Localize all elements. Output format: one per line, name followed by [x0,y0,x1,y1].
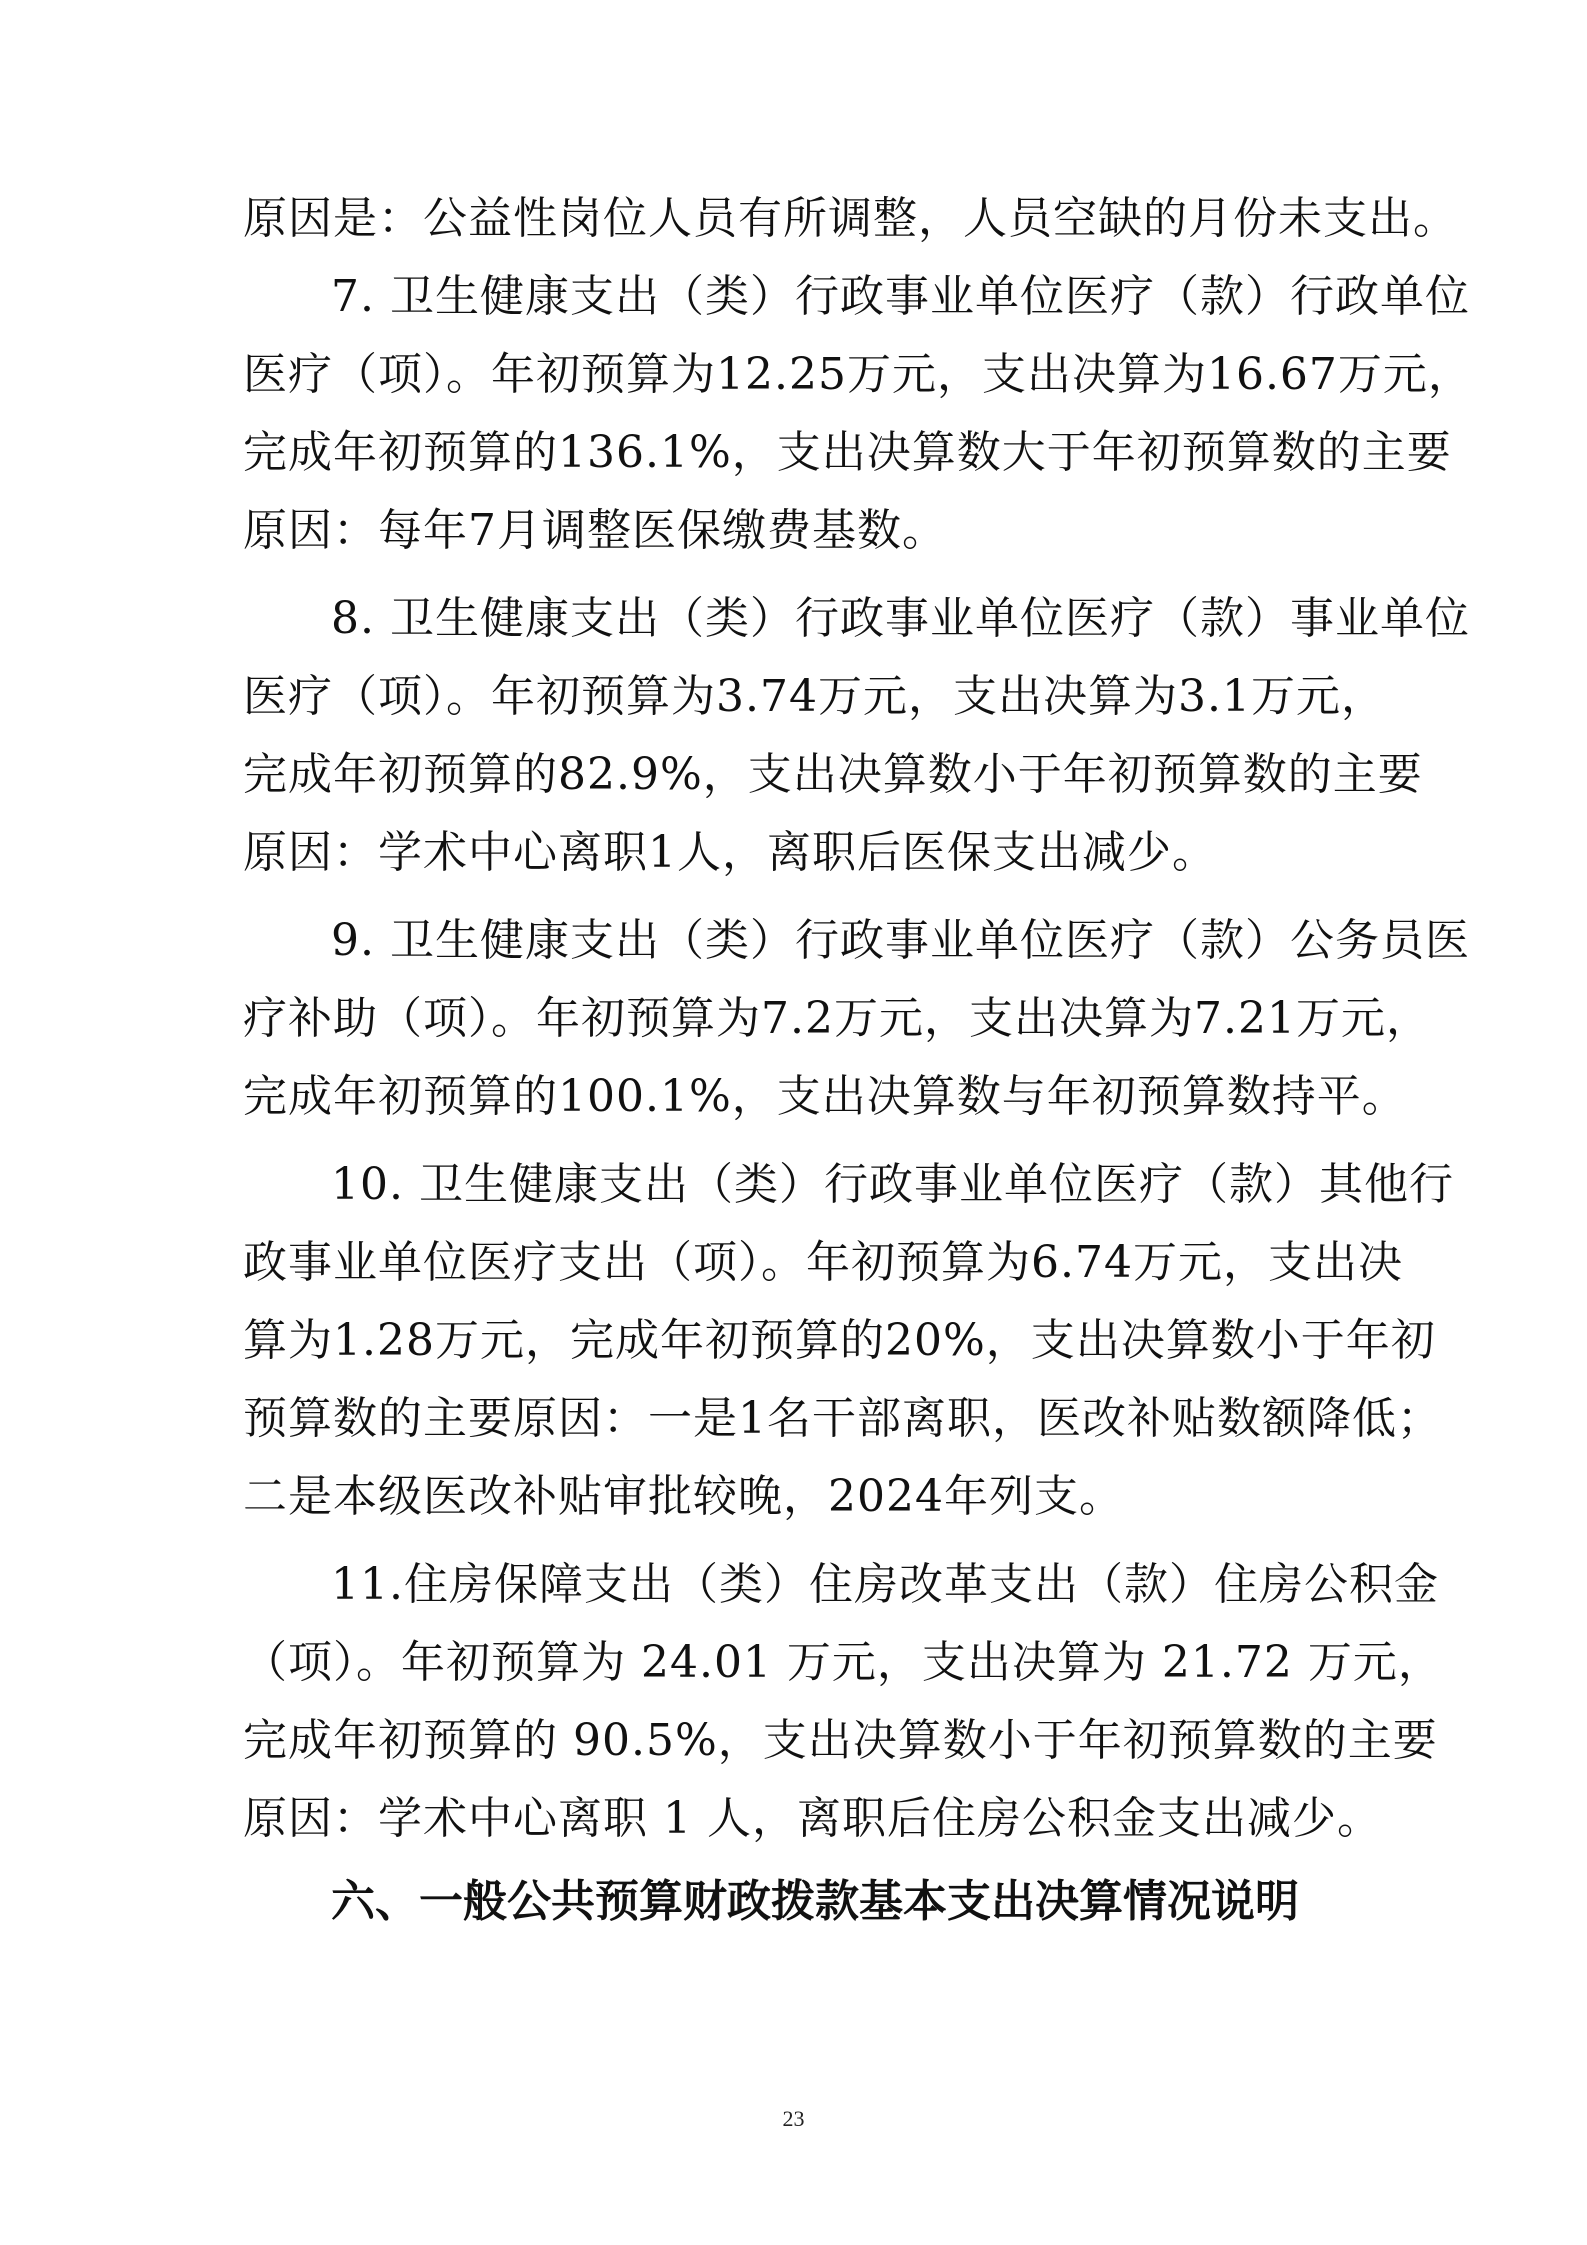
text-line: 原因是：公益性岗位人员有所调整，人员空缺的月份未支出。 [243,193,1458,244]
document-body [243,180,1473,1942]
text-line: 10. 卫生健康支出（类）行政事业单位医疗（款）其他行 [331,1159,1454,1210]
paragraph-item-7 [243,258,1473,570]
text-line: 二是本级医改补贴审批较晚，2024年列支。 [243,1471,1124,1522]
text-line: 7. 卫生健康支出（类）行政事业单位医疗（款）行政单位 [331,271,1470,322]
text-line: 9. 卫生健康支出（类）行政事业单位医疗（款）公务员医 [331,915,1470,966]
text-line: 完成年初预算的82.9%，支出决算数小于年初预算数的主要 [243,749,1423,800]
paragraph-continuation [243,180,1458,258]
text-line: 算为1.28万元，完成年初预算的20%，支出决算数小于年初 [243,1315,1436,1366]
section-heading: 六、一般公共预算财政拨款基本支出决算情况说明 [331,1876,1299,1927]
text-line: 8. 卫生健康支出（类）行政事业单位医疗（款）事业单位 [331,593,1470,644]
text-line: 原因：学术中心离职 1 人，离职后住房公积金支出减少。 [243,1793,1382,1844]
paragraph-item-9 [243,902,1470,1136]
text-line: 原因：每年7月调整医保缴费基数。 [243,505,947,556]
paragraph-item-10 [243,1146,1454,1536]
paragraph-item-8 [243,580,1470,892]
text-line: （项）。年初预算为 24.01 万元，支出决算为 21.72 万元， [243,1637,1443,1688]
page-number: 23 [782,2106,805,2131]
text-line: 政事业单位医疗支出（项）。年初预算为6.74万元，支出决 [243,1237,1403,1288]
text-line: 原因：学术中心离职1人，离职后医保支出减少。 [243,827,1217,878]
text-line: 完成年初预算的 90.5%，支出决算数小于年初预算数的主要 [243,1715,1438,1766]
text-line: 疗补助（项）。年初预算为7.2万元，支出决算为7.21万元， [243,993,1431,1044]
text-line: 医疗（项）。年初预算为12.25万元，支出决算为16.67万元， [243,349,1473,400]
text-line: 医疗（项）。年初预算为3.74万元，支出决算为3.1万元， [243,671,1386,722]
text-line: 预算数的主要原因：一是1名干部离职，医改补贴数额降低； [243,1393,1442,1444]
text-line: 完成年初预算的136.1%，支出决算数大于年初预算数的主要 [243,427,1452,478]
text-line: 11.住房保障支出（类）住房改革支出（款）住房公积金 [331,1559,1439,1610]
text-line: 完成年初预算的100.1%，支出决算数与年初预算数持平。 [243,1071,1407,1122]
paragraph-item-11 [243,1546,1443,1858]
